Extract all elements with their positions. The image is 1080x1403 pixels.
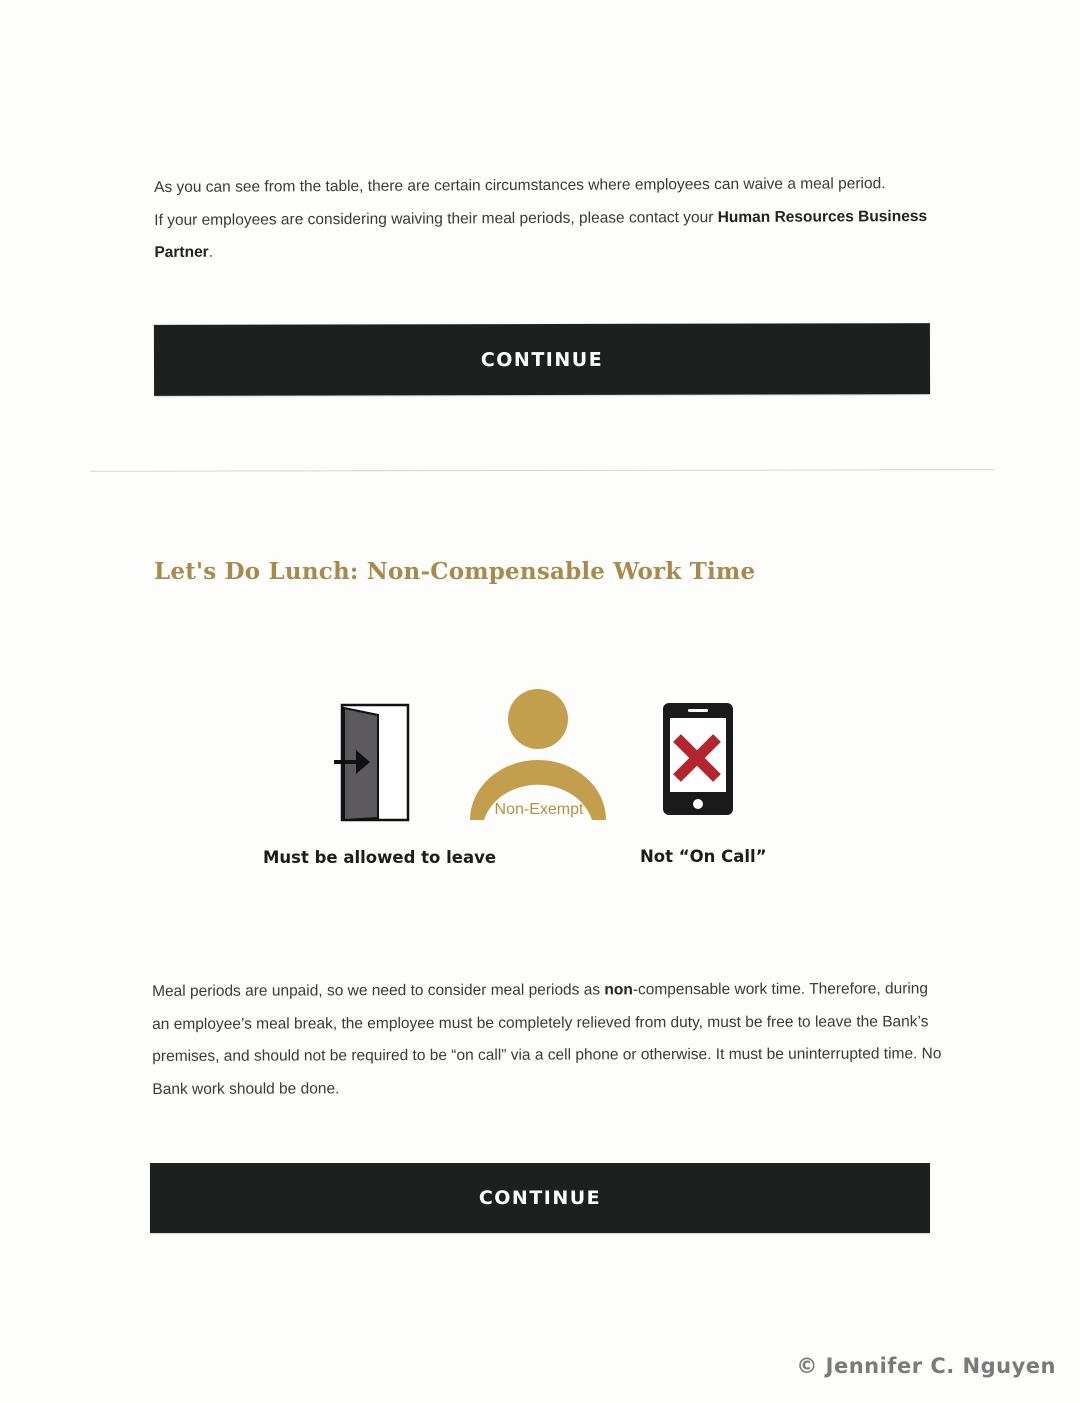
continue-button-2[interactable]: CONTINUE (150, 1163, 930, 1233)
hr-partner-contact: Human Resources Business Partner (154, 206, 928, 261)
door-exit-icon (332, 700, 414, 825)
caption-not-on-call: Not “On Call” (640, 847, 767, 866)
intro-line-2-end: . (208, 243, 214, 261)
caption-must-leave: Must be allowed to leave (263, 848, 497, 867)
section-heading: Let's Do Lunch: Non-Compensable Work Time (154, 558, 756, 585)
meal-period-paragraph (152, 973, 942, 1106)
copyright-watermark: © Jennifer C. Nguyen (796, 1354, 1056, 1378)
continue-button-1[interactable]: CONTINUE (154, 323, 930, 396)
section-divider (90, 469, 995, 472)
body-text-bold: non (604, 980, 633, 998)
intro-line-2: If your employees are considering waiving their meal periods, please contact your (154, 208, 718, 228)
intro-line-1: As you can see from the table, there are certain circumstances where employees can waive a meal period. (154, 174, 886, 196)
body-text-rest: -compensable work time. Therefore, during an employee’s meal break, the employee must be completely relieved from duty, must be free to leave the Bank’s premises, and should not be required to be “on call” via a cell phone or otherwise. It must be uninterrupted time. No Bank work should be done. (152, 979, 942, 1097)
non-exempt-label: Non-Exempt (494, 801, 584, 818)
body-text-start: Meal periods are unpaid, so we need to consider meal periods as (152, 980, 605, 1000)
intro-paragraph (154, 167, 934, 269)
phone-x-icon (658, 700, 738, 818)
